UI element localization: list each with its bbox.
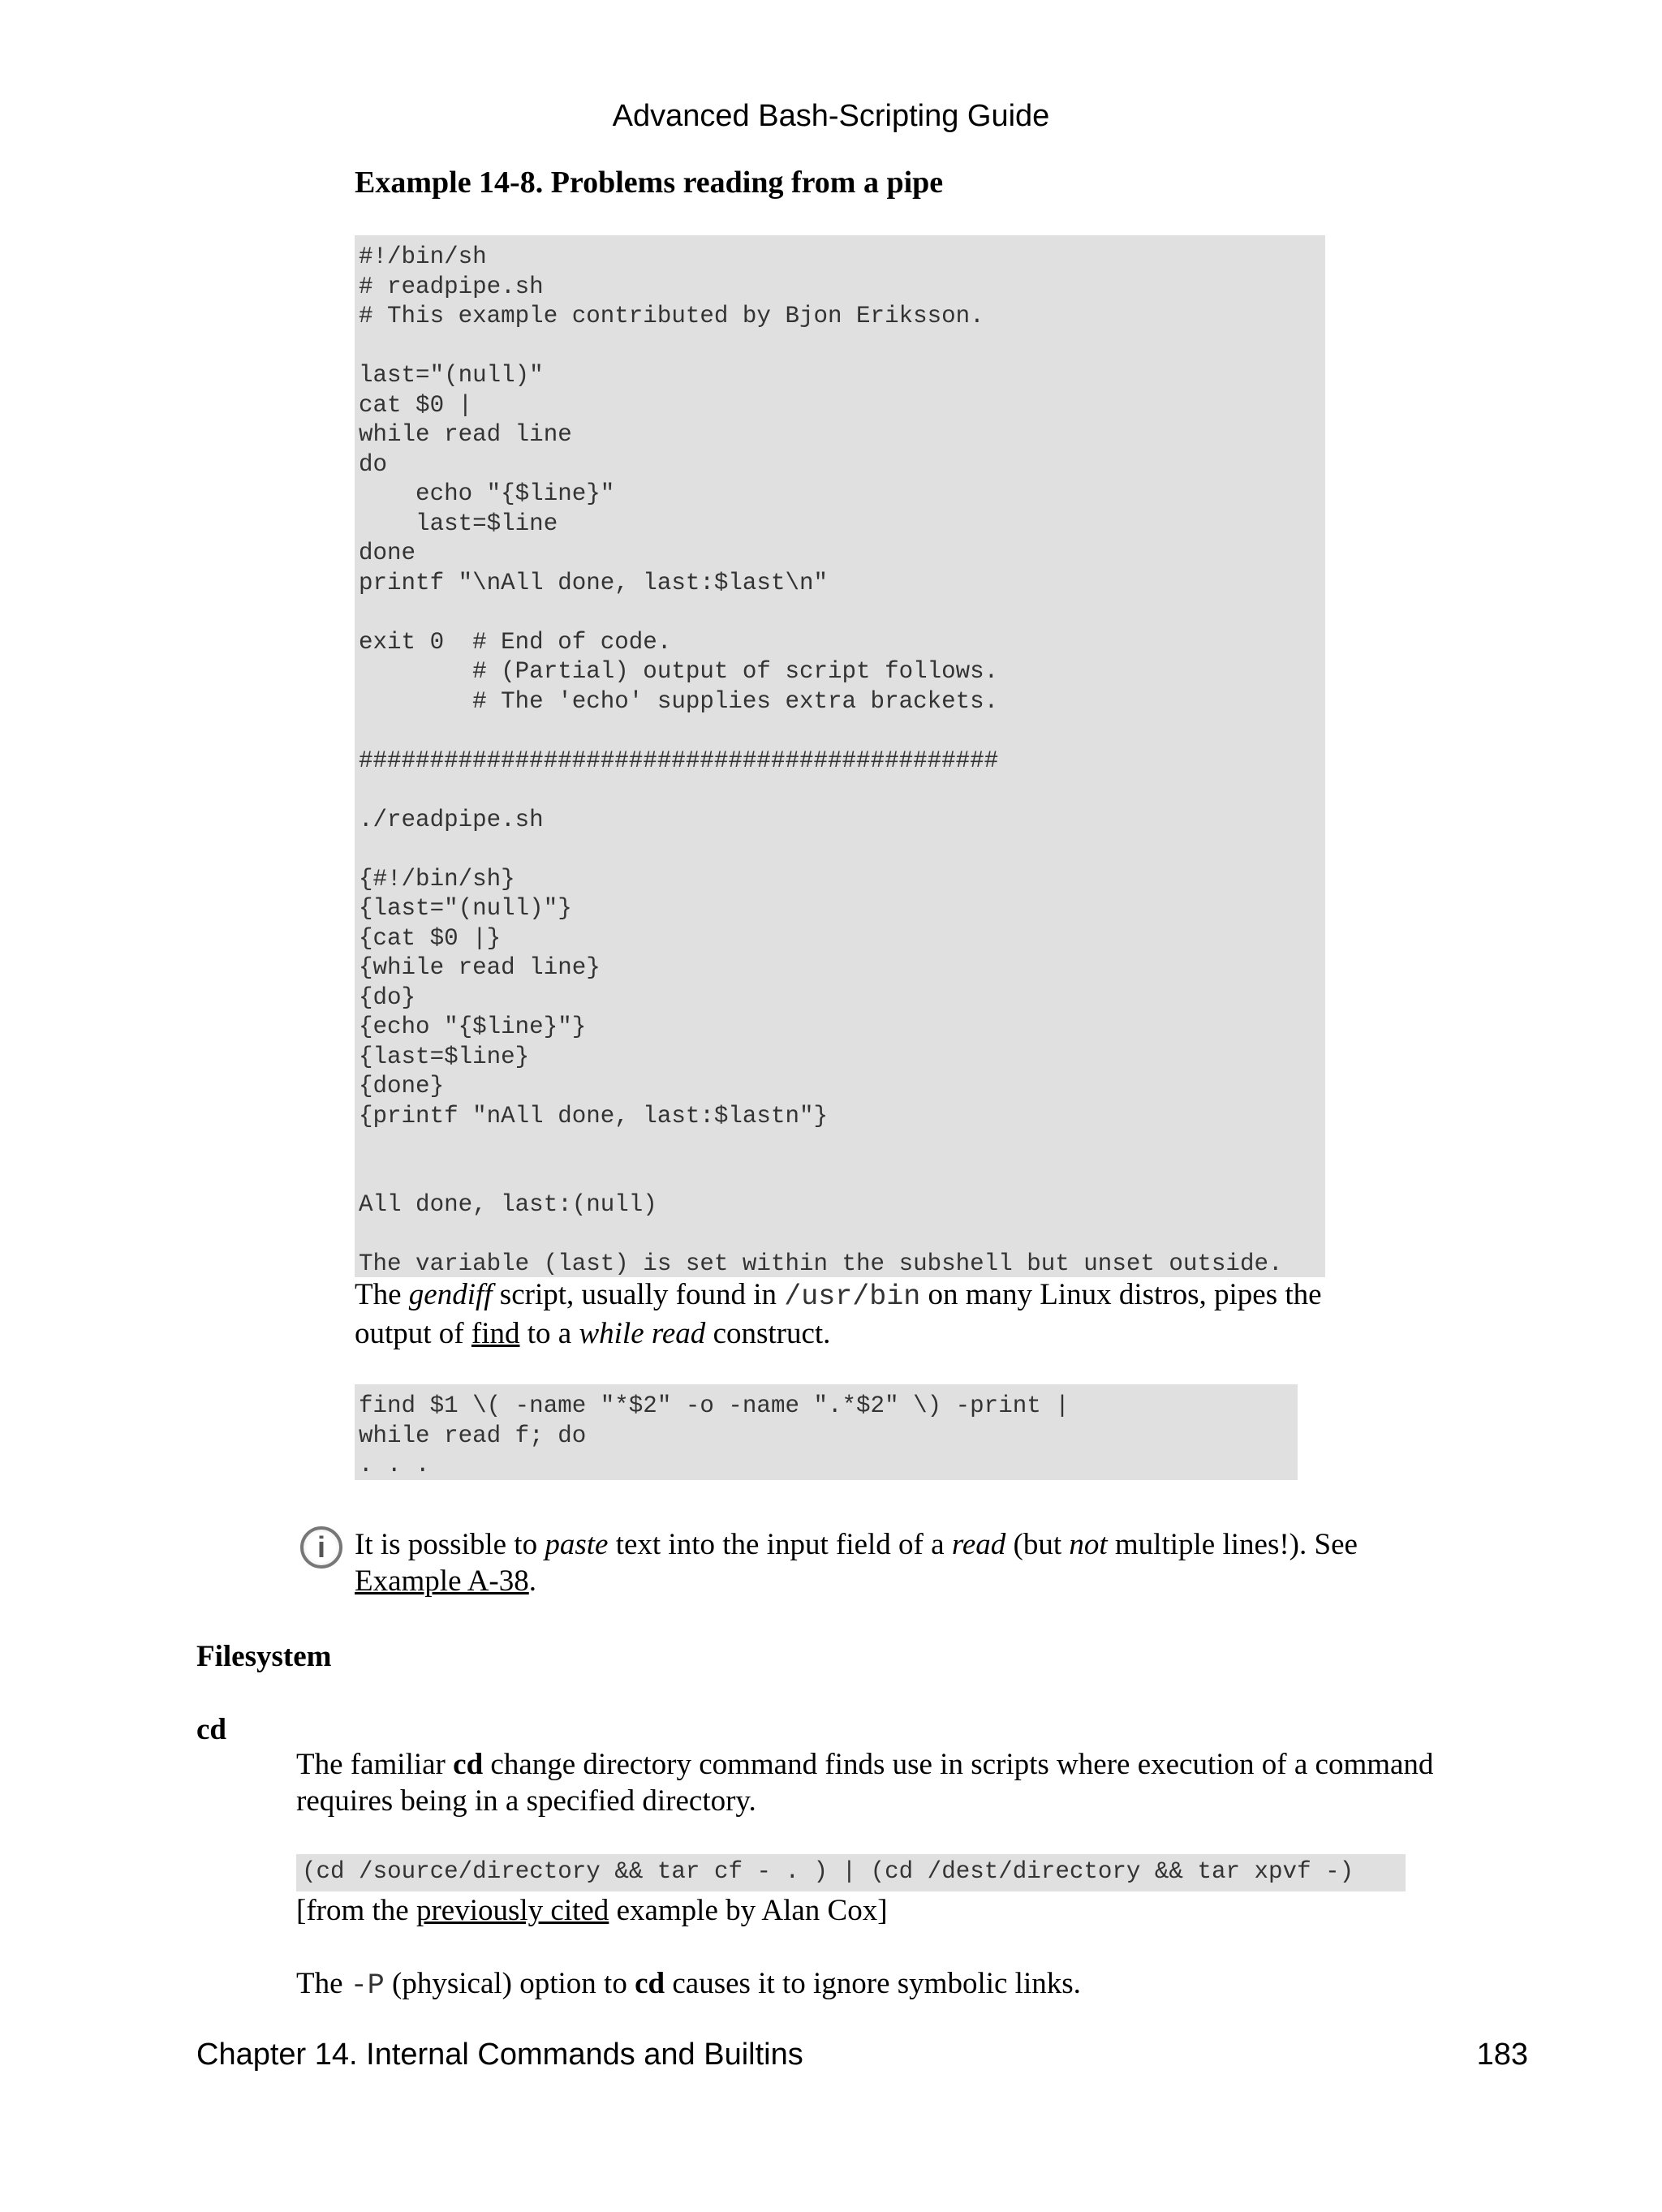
note-paragraph: It is possible to paste text into the input field of a read (but not multiple lines!). See Example A-38. xyxy=(355,1528,1358,1598)
example-title: Example 14-8. Problems reading from a pipe xyxy=(355,166,944,200)
info-icon: i xyxy=(300,1526,342,1569)
usr-bin-path: /usr/bin xyxy=(784,1280,921,1313)
find-code-block: find $1 \( -name "*$2" -o -name ".*$2" \) -print | while read f; do . . . xyxy=(355,1384,1298,1480)
term-cd: cd xyxy=(196,1713,226,1746)
section-heading-filesystem: Filesystem xyxy=(196,1640,332,1673)
gendiff-paragraph: The gendiff script, usually found in /usr/bin on many Linux distros, pipes the output of find to a while read construct. xyxy=(355,1278,1322,1350)
cd-attribution: [from the previously cited example by Alan Cox] xyxy=(296,1894,888,1927)
cd-description: The familiar cd change directory command finds use in scripts where execution of a command requires being in a specified directory. xyxy=(296,1748,1434,1818)
p-option: -P xyxy=(350,1969,385,2002)
footer-page-number: 183 xyxy=(1476,2038,1528,2072)
footer-chapter: Chapter 14. Internal Commands and Builtins xyxy=(196,2038,803,2072)
cd-physical-option: The -P (physical) option to cd causes it to ignore symbolic links. xyxy=(296,1967,1081,2002)
example-a38-link[interactable]: Example A-38 xyxy=(355,1564,529,1598)
find-link[interactable]: find xyxy=(471,1317,520,1350)
example-code-block: #!/bin/sh # readpipe.sh # This example contributed by Bjon Eriksson. last="(null)" cat $0 | while read line do echo "{$line}" last=$line done printf "\nAll done, last:$last\n" exit 0 # End of code. # (Partial) output of script follows. # The 'echo' supplies extra brackets. ############################################# ./readpipe.sh {#!/bin/sh} {last="(null)"} {cat $0 |} {while read line} {do} {echo "{$line}"} {last=$line} {done} {printf "nAll done, last:$lastn"} All done, last:(null) The variable (last) is set within the subshell but unset outside. xyxy=(355,235,1325,1277)
cd-code-block: (cd /source/directory && tar cf - . ) | (cd /dest/directory && tar xpvf -) xyxy=(296,1854,1406,1891)
running-header: Advanced Bash-Scripting Guide xyxy=(612,99,1050,133)
previously-cited-link[interactable]: previously cited xyxy=(416,1894,609,1927)
